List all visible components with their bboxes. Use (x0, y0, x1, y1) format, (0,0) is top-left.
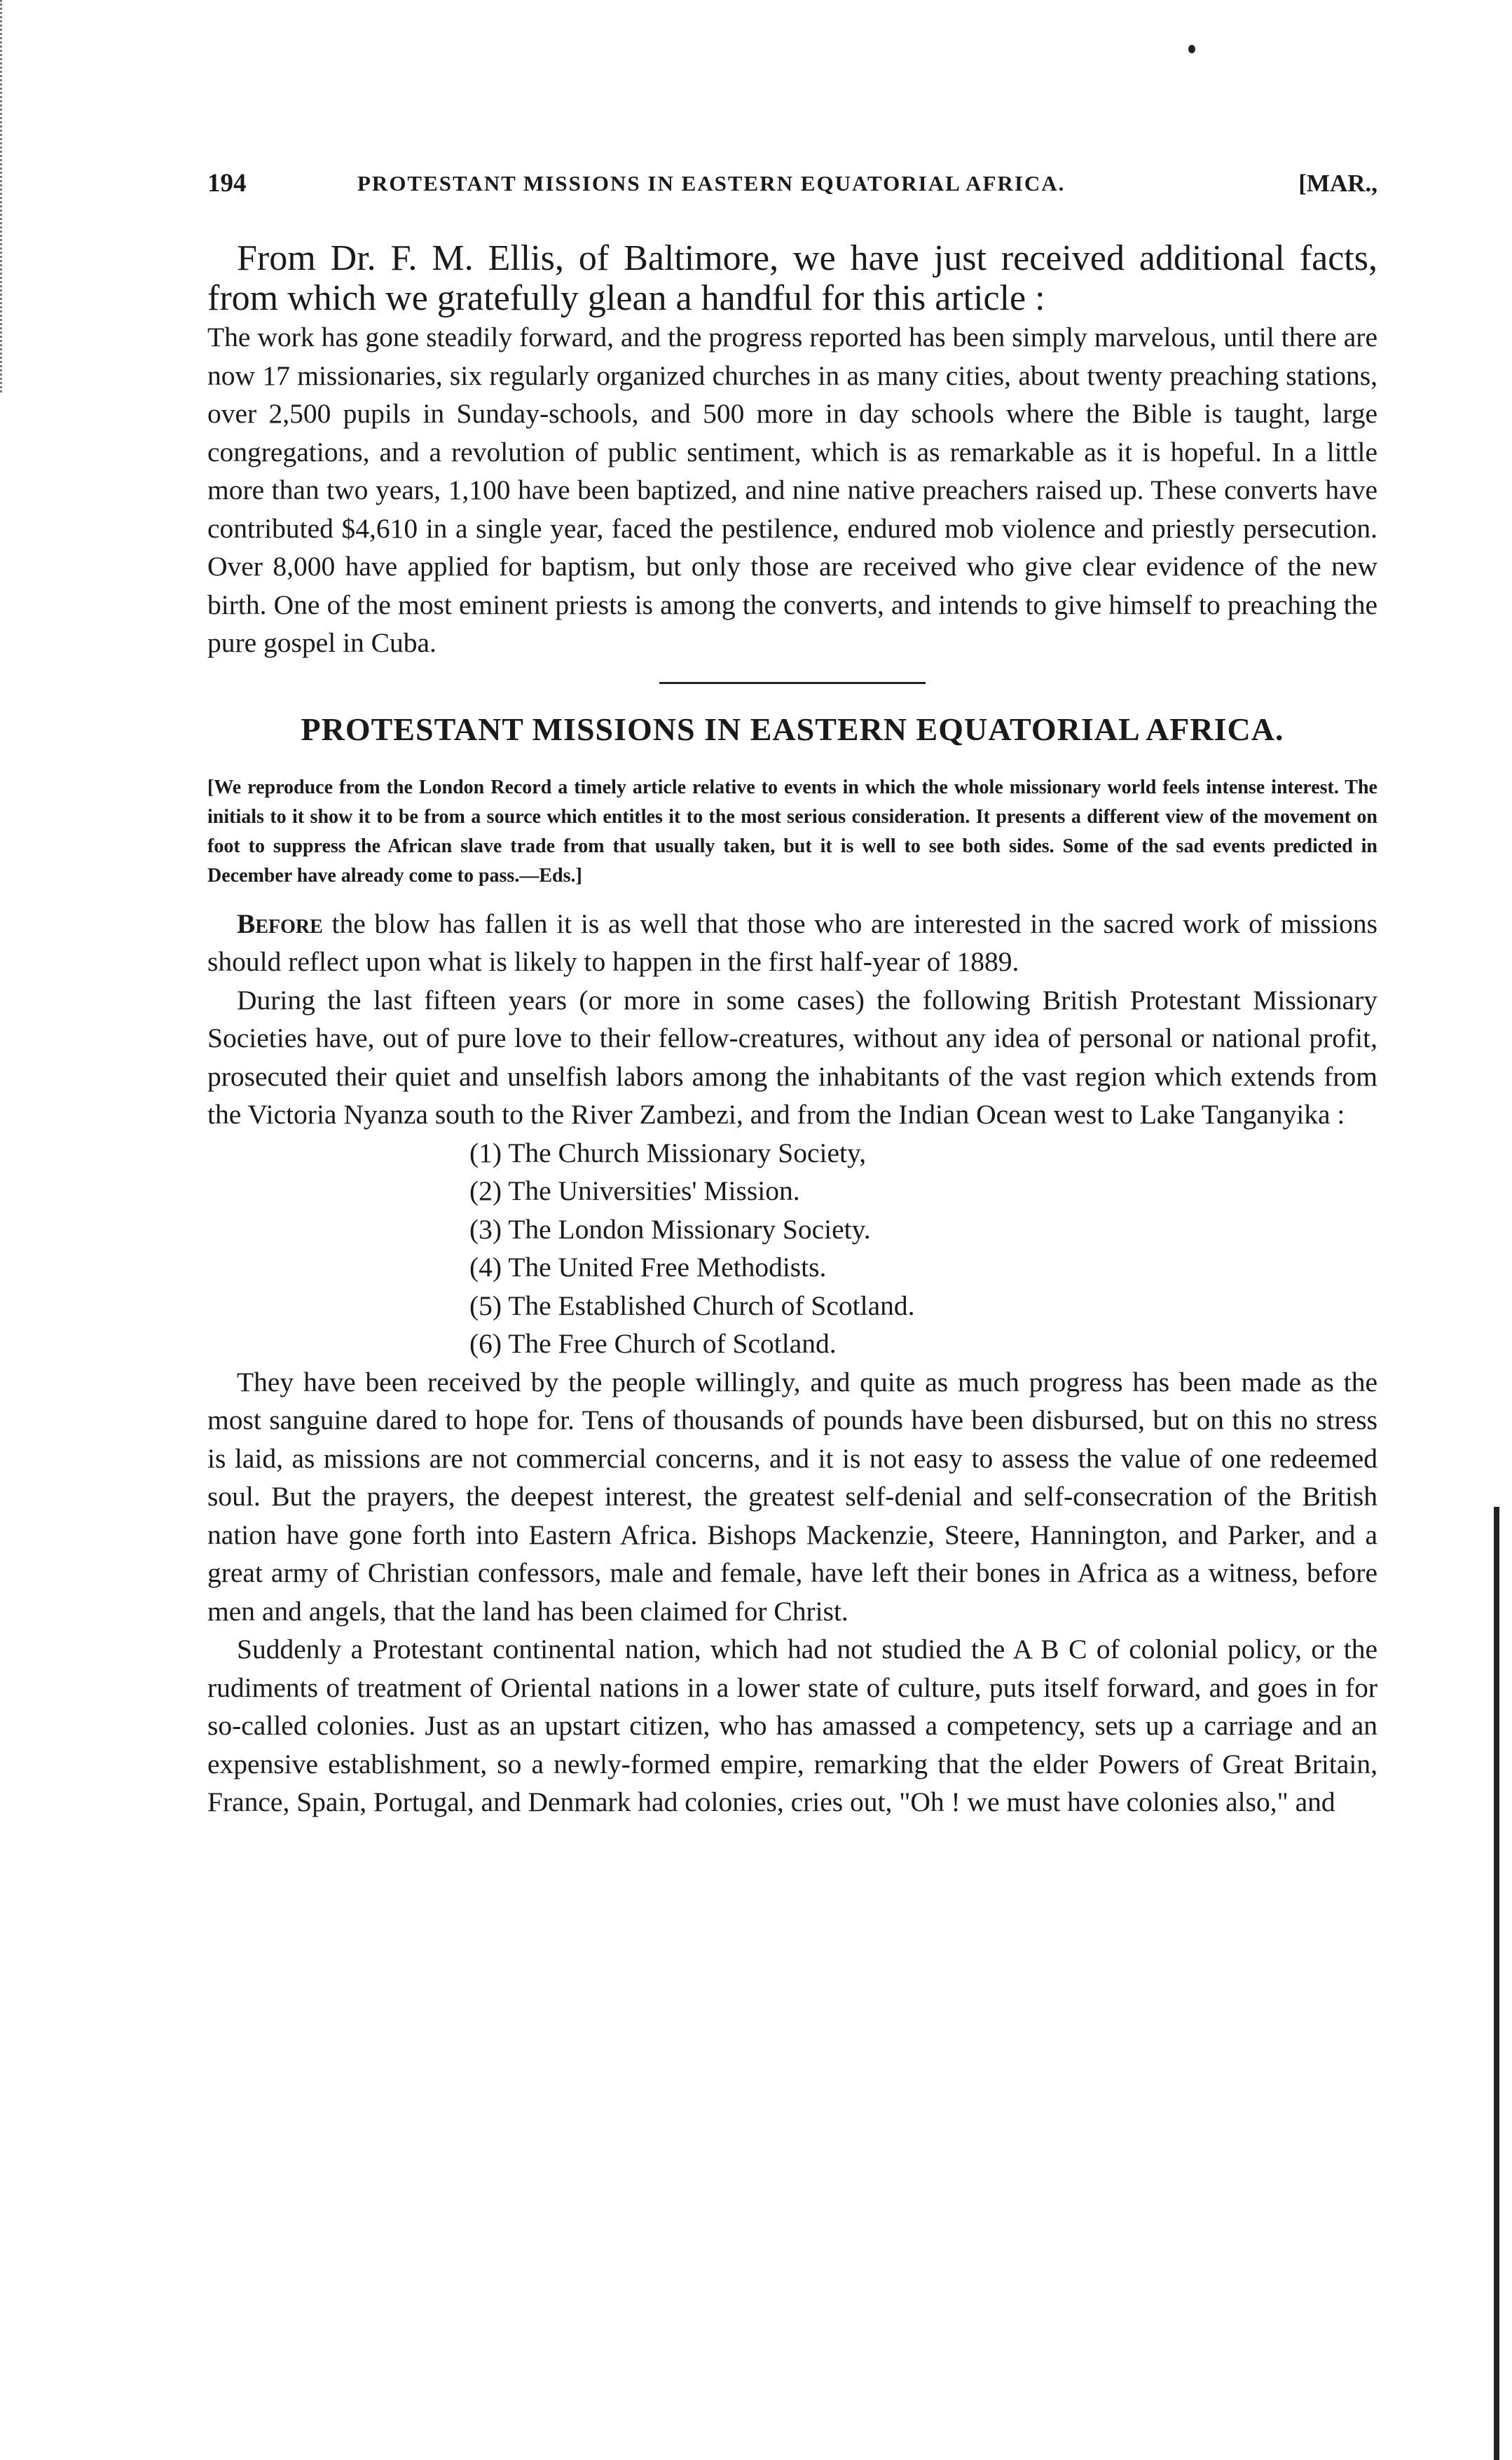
list-item: (4) The United Free Methodists. (469, 1252, 827, 1283)
society-list (207, 1134, 1377, 1363)
running-title: PROTESTANT MISSIONS IN EASTERN EQUATORIAL AFRICA. (357, 171, 1066, 196)
scan-edge-marks (0, 0, 13, 392)
paragraph-2: During the last fifteen years (or more in some cases) the following British Protestant Missionary Societies have, out of pure love to their fellow-creatures, without any idea of personal or national profit, prosecuted their quiet and unselfish labors among the inhabitants of the vast region which extends from the Victoria Nyanza south to the River Zambezi, and from the Indian Ocean west to Lake Tanganyika : (207, 984, 1377, 1130)
book-page (207, 168, 1377, 1822)
list-item: (3) The London Missionary Society. (469, 1213, 871, 1245)
ink-speck (1188, 45, 1195, 53)
intro-lead: From Dr. F. M. Ellis, of Baltimore, we have just received additional facts, from which we gratefully glean a handful for this article : (207, 238, 1377, 318)
paragraph-1-text: the blow has fallen it is as well that those who are interested in the sacred work of missions should reflect upon what is likely to happen in the first half-year of 1889. (207, 908, 1378, 977)
scan-edge-shadow (1494, 1507, 1499, 2460)
list-item: (1) The Church Missionary Society, (469, 1137, 867, 1168)
running-head (207, 168, 1377, 213)
editor-note: [We reproduce from the London Record a timely article relative to events in which the whole missionary world feels intense interest. The initials to it show it to be from a source which entitles it to the most serious consideration. It presents a different view of the movement on foot to suppress the African slave trade from that usually taken, but it is well to see both sides. Some of the sad events predicted in December have already come to pass.—Eds.] (207, 776, 1377, 887)
section-divider (659, 682, 926, 684)
date-mark: [MAR., (1298, 170, 1377, 197)
article-heading: PROTESTANT MISSIONS IN EASTERN EQUATORIAL AFRICA. (301, 711, 1284, 747)
list-item: (2) The Universities' Mission. (469, 1175, 800, 1206)
list-item: (5) The Established Church of Scotland. (469, 1290, 915, 1321)
paragraph-1 (207, 905, 1377, 981)
paragraph-4: Suddenly a Protestant continental nation, which had not studied the A B C of colonial policy, or the rudiments of treatment of Oriental nations in a lower state of culture, puts itself forward, and goes in for so-called colonies. Just as an upstart citizen, who has amassed a competency, sets up a carriage and an expensive establishment, so a newly-formed empire, remarking that the elder Powers of Great Britain, France, Spain, Portugal, and Denmark had colonies, cries out, "Oh ! we must have colonies also," and (207, 1634, 1377, 1817)
intro-body: The work has gone steadily forward, and the progress reported has been simply marvelous, until there are now 17 missionaries, six regularly organized churches in as many cities, about twenty preaching stations, over 2,500 pupils in Sunday-schools, and 500 more in day schools where the Bible is taught, large congregations, and a revolution of public sentiment, which is as remarkable as it is hopeful. In a little more than two years, 1,100 have been baptized, and nine native preachers raised up. These converts have contributed $4,610 in a single year, faced the pestilence, endured mob violence and priestly persecution. Over 8,000 have applied for baptism, but only those are received who give clear evidence of the new birth. One of the most eminent priests is among the converts, and intends to give himself to preaching the pure gospel in Cuba. (207, 322, 1377, 658)
list-item: (6) The Free Church of Scotland. (469, 1328, 837, 1359)
drop-word: Before (237, 908, 323, 939)
paragraph-3: They have been received by the people willingly, and quite as much progress has been made as the most sanguine dared to hope for. Tens of thousands of pounds have been disbursed, but on this no stress is laid, as missions are not commercial concerns, and it is not easy to assess the value of one redeemed soul. But the prayers, the deepest interest, the greatest self-denial and self-consecration of the British nation have gone forth into Eastern Africa. Bishops Mackenzie, Steere, Hannington, and Parker, and a great army of Christian confessors, male and female, have left their bones in Africa as a witness, before men and angels, that the land has been claimed for Christ. (207, 1366, 1377, 1627)
page-number: 194 (207, 169, 247, 198)
